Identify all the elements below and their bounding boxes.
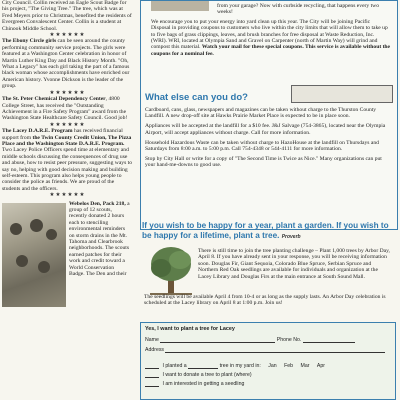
- month-apr[interactable]: Apr: [316, 363, 325, 369]
- tree-illustration: [146, 244, 196, 296]
- separator-stars: ★★★★★★: [49, 32, 86, 39]
- tree-challenge-paragraph: There is still time to join the tree planting challenge – Plant 1,000 trees by Arbor Day, April 8. If you have already sent in your response, you will be receiving information soon. Douglas Fir, Giant Sequoia, Colorado Blue Spruce, Serbian Spruce and Northern Red Oak seedlings are available for individuals and organization at the Lacey Library and Douglas Firs at the main entrance at South Sound Mall.: [198, 248, 390, 280]
- seedling-row: I am interested in getting a seedling: [145, 381, 244, 387]
- form-title: Yes, I want to plant a tree for Lacey: [145, 326, 235, 332]
- cardboard-paragraph: Cardboard, cans, glass, newspapers and magazines can be taken without charge to the Thurston County Landfill. A new drop-off site at Hawks Prairie Market Place is expected to be in place soon.: [145, 107, 377, 120]
- dare-paragraph: The Lacey D.A.R.E. Program has received financial support from the Twin County Credit Union, The Pizza Place and the Washington State D.A.R.E. Program. Two Lacey Police Officers spend time at elementary and middle schools discussing the consequences of drug use and abuse, how to resist peer pressure, suggesting ways to say no, helping with good decision making and building self-esteem. This program also helps young people to consider the police as friends. We are proud of the students and the officers.: [2, 128, 133, 192]
- planted-row: I planted a tree in my yard in: Jan Feb Mar Apr: [145, 363, 325, 369]
- tree-type-field[interactable]: [188, 363, 218, 369]
- right-column: [140, 0, 398, 400]
- month-jan[interactable]: Jan: [268, 363, 277, 369]
- name-row: Name Phone No.: [145, 337, 355, 343]
- seedlings-paragraph: The seedlings will be available April 4 from 10-4 or as long as the supply lasts. An Arbor Day celebration is scheduled at the Lacey library on April 8 at 1:00 p.m. Join us!: [144, 294, 386, 307]
- recycling-intro: from your garage? Now with curbside recycling, that happens every two weeks!: [217, 3, 380, 16]
- appliances-paragraph: Appliances will be accepted at the landfill for a $10 fee. J&J Salvage (754-3865), located near the Olympia Airport, will accept appliances without charge. Call for more information.: [145, 123, 386, 136]
- recycle-illustration: [291, 85, 393, 103]
- webelos-paragraph: Webelos Den, Pack 218, a group of 12 scouts, recently donated 2 hours each to stenciling environmental reminders on storm drains in the Mt. Tahoma and Clearbrook neighborhoods. The scouts earned patches for their work and credit toward a World Conservation Badge. The Den and their: [69, 200, 130, 278]
- tree-pledge-form: [140, 322, 396, 400]
- separator-stars: ★★★★★★: [49, 192, 86, 199]
- city-hall-paragraph: Stop by City Hall or write for a copy of "The Second Time is Twice as Nice." Many organizations can put your hand-me-downs to good use.: [145, 155, 382, 169]
- left-column: [2, 0, 133, 400]
- separator-stars: ★★★★★★: [49, 89, 86, 96]
- webelos-section: [2, 201, 133, 311]
- collin-paragraph: City Council. Collin received an Eagle Scout Badge for his project, "The Giving Tree." The tree, which was at Fred Meyers prior to Christmas, benefited the residents of Evergreen Convalescent Center. Collin is a student at Chinook Middle School.: [2, 0, 132, 32]
- phone-field[interactable]: [303, 337, 355, 343]
- hazardous-waste-paragraph: Household Hazardous Waste can be taken without charge to HazoHouse at the landfill on Thursdays and Saturdays from 8:00 a.m. to 5:00 p.m. Call 754-4348 or 544-4111 for more information.: [145, 139, 379, 153]
- separator-stars: ★★★★★★: [49, 121, 86, 128]
- donate-row: I want to donate a tree to plant (where): [145, 372, 252, 378]
- name-field[interactable]: [160, 337, 275, 343]
- what-else-heading: What else can you do?: [145, 92, 248, 103]
- seedling-checkbox[interactable]: [145, 381, 159, 387]
- planted-checkbox[interactable]: [145, 363, 159, 369]
- address-field[interactable]: [165, 347, 385, 353]
- scouts-photo: [2, 203, 66, 307]
- proverb-attribution: Proverb: [281, 234, 301, 240]
- address-row: Address: [145, 347, 385, 353]
- recycling-body: [151, 3, 391, 60]
- st-peter-paragraph: The St. Peter Chemical Dependency Center, 4800 College Street, has received the "Outstanding Achievement in a Fire Safety Program" award from the Washington State Healthcare Safety Council. Good job!: [2, 96, 128, 122]
- recycling-box: [140, 0, 398, 230]
- month-mar[interactable]: Mar: [300, 363, 310, 369]
- yard-cleanup-paragraph: We encourage you to put your energy into yard clean up this year. The City will be joining Pacific Disposal in providing coupons to customers who live within the city limits that will allow them to take up to five bags of grass clippings, leaves, and brush branches for free disposal at Waste Reduction, Inc. (WRI). WRI, located at Olympia Sand and Gravel on Carpenter (north of Martin Way) will grind and compost this material. Watch your mail for these special coupons. This service is available without the coupons for a nominal fee.: [151, 18, 391, 57]
- plant-tree-heading: If you wish to be happy for a year, plant a garden. If you wish to be happy for a lifetime, plant a tree. Proverb: [142, 221, 389, 240]
- month-feb[interactable]: Feb: [284, 363, 294, 369]
- what-else-body: [145, 107, 390, 172]
- ebony-circle-paragraph: The Ebony Circle girls can be seen around the county performing community service projects. The girls were featured at a Washington Center celebration in honor of Martin Luther King Day and Black History Month. "Oh, What a Legacy" has each girl taking the part of a famous black woman whose accomplishments have enriched our American history. Yvonne Dickson is the leader of the group.: [2, 38, 130, 90]
- donate-checkbox[interactable]: [145, 372, 159, 378]
